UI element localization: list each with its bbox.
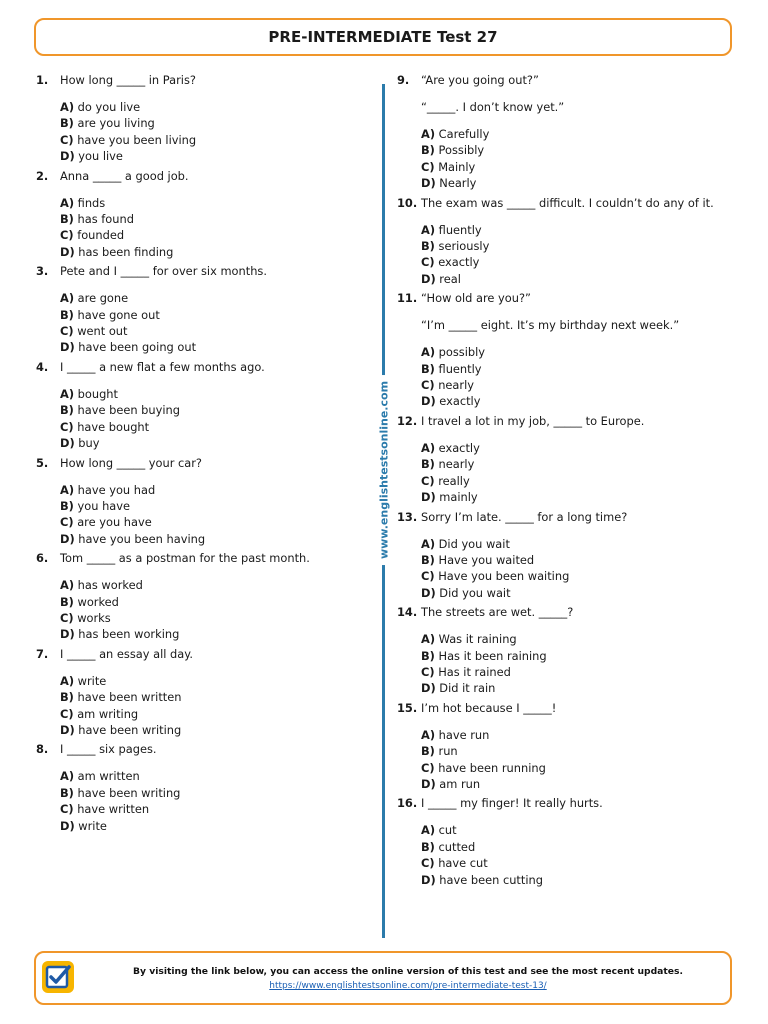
questions-right-column [397, 72, 742, 891]
question-number: 11. [397, 291, 418, 306]
option-letter: D) [421, 681, 436, 696]
option-letter: B) [421, 361, 435, 376]
option-text: Possibly [438, 143, 485, 158]
question-number [397, 317, 421, 333]
option-letter: C) [60, 706, 74, 721]
answer-option[interactable] [397, 776, 742, 792]
option-text: have been writing [78, 722, 182, 737]
option-text: are you have [77, 515, 152, 530]
question-text: I travel a lot in my job, _____ to Europe. [421, 413, 645, 428]
option-text: Have you waited [438, 552, 535, 567]
option-letter: C) [60, 419, 74, 434]
option-text: went out [77, 324, 128, 339]
option-letter: A) [421, 345, 436, 360]
option-letter: D) [60, 627, 75, 642]
option-text: Have you been waiting [438, 569, 570, 584]
option-letter: C) [60, 324, 74, 339]
answer-option[interactable] [36, 594, 366, 610]
option-letter: C) [60, 610, 74, 625]
question-text: I _____ my finger! It really hurts. [421, 796, 603, 811]
option-text: am written [77, 769, 140, 784]
question-number: 10. [397, 195, 418, 210]
answer-option[interactable] [397, 361, 742, 377]
question-line [397, 317, 742, 333]
footer-box [34, 951, 732, 1005]
question-number: 3. [36, 264, 49, 279]
option-letter: B) [421, 648, 435, 663]
option-text: worked [77, 594, 119, 609]
question-number: 16. [397, 796, 418, 811]
question-item [397, 700, 742, 796]
option-letter: B) [421, 839, 435, 854]
option-text: have been buying [77, 403, 180, 418]
answer-option[interactable] [36, 435, 366, 451]
question-line [36, 455, 366, 471]
option-letter: B) [421, 744, 435, 759]
answer-option[interactable] [397, 175, 742, 191]
question-text: “How old are you?” [421, 291, 531, 306]
question-line [397, 509, 742, 525]
question-line [397, 795, 742, 811]
option-text: have cut [438, 856, 488, 871]
option-letter: A) [421, 440, 436, 455]
answer-option[interactable] [36, 290, 366, 306]
option-text: Was it raining [438, 632, 517, 647]
option-text: exactly [438, 440, 480, 455]
option-text: has worked [77, 578, 143, 593]
option-text: really [438, 473, 470, 488]
option-text: cut [438, 823, 457, 838]
option-letter: A) [421, 127, 436, 141]
question-item [397, 795, 742, 891]
question-item [36, 741, 366, 837]
question-line [397, 290, 742, 306]
option-text: have been writing [77, 785, 181, 800]
option-letter: B) [421, 457, 435, 472]
question-number: 5. [36, 455, 49, 470]
question-text: I _____ an essay all day. [60, 646, 193, 661]
question-number: 9. [397, 73, 410, 87]
option-text: have you had [77, 482, 156, 497]
answer-option[interactable] [397, 585, 742, 601]
question-item [397, 413, 742, 509]
question-item [36, 263, 366, 359]
option-text: exactly [438, 255, 480, 270]
option-letter: B) [60, 307, 74, 322]
option-text: have run [438, 727, 490, 742]
option-text: finds [77, 195, 106, 210]
option-letter: D) [60, 244, 75, 259]
option-text: fluently [438, 361, 482, 376]
answer-option[interactable] [36, 99, 366, 115]
question-line [397, 700, 742, 716]
answer-option[interactable] [36, 610, 366, 626]
answer-option[interactable] [397, 456, 742, 472]
option-text: are you living [77, 116, 155, 131]
question-text: “_____. I don’t know yet.” [421, 100, 565, 114]
question-text: Anna _____ a good job. [60, 168, 189, 183]
answer-option[interactable] [36, 195, 366, 211]
question-line [397, 413, 742, 429]
answer-option[interactable] [36, 402, 366, 418]
option-letter: D) [60, 149, 75, 164]
option-text: bought [77, 386, 118, 401]
answer-option[interactable] [397, 238, 742, 254]
question-number: 15. [397, 700, 418, 715]
answer-option[interactable] [36, 818, 366, 834]
answer-option[interactable] [36, 577, 366, 593]
option-letter: C) [421, 473, 435, 488]
answer-option[interactable] [36, 498, 366, 514]
option-letter: B) [60, 498, 74, 513]
option-text: Mainly [438, 159, 476, 174]
option-letter: D) [421, 394, 436, 409]
answer-option[interactable] [397, 377, 742, 393]
question-item [36, 455, 366, 551]
questions-left-column [36, 72, 366, 837]
answer-option[interactable] [36, 785, 366, 801]
question-line [36, 263, 366, 279]
option-letter: D) [60, 340, 75, 355]
option-letter: C) [421, 569, 435, 584]
option-letter: A) [60, 769, 75, 784]
option-text: Nearly [439, 176, 477, 191]
answer-option[interactable] [397, 344, 742, 360]
answer-option[interactable] [36, 148, 366, 164]
answer-option[interactable] [397, 393, 742, 409]
question-number: 8. [36, 742, 49, 757]
option-text: Has it been raining [438, 648, 547, 663]
option-text: seriously [438, 239, 490, 254]
option-letter: C) [60, 802, 74, 817]
answer-option[interactable] [36, 244, 366, 260]
answer-option[interactable] [36, 801, 366, 817]
question-number: 2. [36, 168, 49, 183]
option-text: founded [77, 228, 125, 243]
option-text: have been cutting [439, 872, 543, 887]
option-letter: C) [60, 515, 74, 530]
option-letter: A) [421, 823, 436, 838]
answer-option[interactable] [397, 473, 742, 489]
option-text: you live [78, 149, 123, 164]
option-letter: A) [60, 291, 75, 306]
option-text: mainly [439, 490, 478, 505]
question-number: 7. [36, 646, 49, 661]
answer-option[interactable] [397, 743, 742, 759]
option-letter: B) [421, 552, 435, 567]
option-letter: D) [421, 176, 436, 191]
question-line [36, 646, 366, 662]
question-text: I’m hot because I _____! [421, 700, 557, 715]
title-box [34, 18, 732, 56]
answer-option[interactable] [36, 307, 366, 323]
answer-option[interactable] [397, 568, 742, 584]
page-title: PRE-INTERMEDIATE Test 27 [268, 28, 498, 46]
option-letter: C) [421, 664, 435, 679]
option-text: Carefully [438, 127, 490, 141]
question-item [397, 509, 742, 605]
option-text: buy [78, 436, 100, 451]
answer-option[interactable] [36, 386, 366, 402]
answer-option[interactable] [397, 552, 742, 568]
answer-option[interactable] [397, 222, 742, 238]
option-letter: A) [421, 222, 436, 237]
answer-option[interactable] [397, 126, 742, 142]
answer-option[interactable] [397, 440, 742, 456]
answer-option[interactable] [397, 536, 742, 552]
question-item [36, 646, 366, 742]
option-text: write [78, 818, 107, 833]
checkbox-check-icon [42, 961, 74, 993]
answer-option[interactable] [36, 514, 366, 530]
footer-text: By visiting the link below, you can access the online version of this test and see the most recent updates. [133, 966, 683, 977]
option-letter: D) [421, 585, 436, 600]
option-letter: D) [421, 872, 436, 887]
option-letter: A) [421, 536, 436, 551]
option-letter: D) [421, 490, 436, 505]
option-letter: A) [60, 578, 75, 593]
option-letter: B) [60, 785, 74, 800]
option-letter: D) [421, 271, 436, 286]
option-letter: C) [421, 760, 435, 775]
option-letter: A) [60, 195, 75, 210]
option-text: run [438, 744, 458, 759]
option-text: has been working [78, 627, 180, 642]
question-line [36, 741, 366, 757]
question-text: “I’m _____ eight. It’s my birthday next week.” [421, 318, 680, 333]
option-letter: D) [60, 436, 75, 451]
question-number: 12. [397, 413, 418, 428]
answer-option[interactable] [36, 211, 366, 227]
answer-option[interactable] [397, 159, 742, 175]
option-letter: A) [60, 482, 75, 497]
question-line [36, 550, 366, 566]
option-letter: B) [60, 116, 74, 131]
option-text: write [77, 673, 107, 688]
option-text: have been going out [78, 340, 197, 355]
answer-option[interactable] [36, 626, 366, 642]
option-text: have you been living [77, 132, 197, 147]
answer-option[interactable] [397, 855, 742, 871]
answer-option[interactable] [36, 323, 366, 339]
answer-option[interactable] [36, 689, 366, 705]
site-watermark: www.englishtestsonline.com [375, 375, 394, 565]
option-text: am run [439, 776, 481, 791]
option-text: am writing [77, 706, 139, 721]
answer-option[interactable] [397, 142, 742, 158]
question-text: Sorry I’m late. _____ for a long time? [421, 509, 628, 524]
answer-option[interactable] [36, 227, 366, 243]
question-line [36, 168, 366, 184]
question-item [36, 168, 366, 264]
question-item [397, 72, 742, 195]
answer-option[interactable] [397, 727, 742, 743]
option-letter: D) [60, 531, 75, 546]
question-text: The streets are wet. _____? [421, 605, 574, 620]
option-text: have you been having [78, 531, 206, 546]
option-text: cutted [438, 839, 476, 854]
option-letter: D) [60, 818, 75, 833]
option-text: exactly [439, 394, 481, 409]
answer-option[interactable] [397, 664, 742, 680]
option-letter: B) [421, 143, 435, 158]
question-number: 4. [36, 359, 49, 374]
answer-option[interactable] [36, 339, 366, 355]
option-letter: C) [421, 378, 435, 393]
question-line [397, 195, 742, 211]
option-letter: A) [421, 727, 436, 742]
option-letter: C) [60, 132, 74, 147]
question-line [397, 604, 742, 620]
question-item [36, 72, 366, 168]
question-line [36, 359, 366, 375]
option-text: have been running [438, 760, 546, 775]
question-item [397, 290, 742, 413]
option-letter: B) [60, 212, 74, 227]
option-letter: B) [60, 690, 74, 705]
answer-option[interactable] [36, 115, 366, 131]
question-item [397, 604, 742, 700]
question-text: Pete and I _____ for over six months. [60, 264, 267, 279]
answer-option[interactable] [36, 531, 366, 547]
option-letter: B) [60, 403, 74, 418]
question-item [397, 195, 742, 291]
option-letter: B) [421, 239, 435, 254]
option-text: works [77, 610, 111, 625]
option-letter: C) [60, 228, 74, 243]
option-text: has found [77, 212, 134, 227]
option-letter: D) [421, 776, 436, 791]
option-letter: C) [421, 255, 435, 270]
question-line [397, 72, 742, 88]
answer-option[interactable] [36, 722, 366, 738]
option-text: nearly [438, 457, 475, 472]
question-text: I _____ a new flat a few months ago. [60, 359, 265, 374]
question-number: 6. [36, 551, 49, 566]
question-line [397, 99, 742, 115]
option-text: has been finding [78, 244, 174, 259]
answer-option[interactable] [397, 489, 742, 505]
question-number: 14. [397, 605, 418, 620]
answer-option[interactable] [397, 760, 742, 776]
answer-option[interactable] [397, 680, 742, 696]
option-text: fluently [438, 222, 482, 237]
option-letter: C) [421, 159, 435, 174]
option-text: Did you wait [439, 585, 511, 600]
option-text: nearly [438, 378, 474, 393]
option-letter: A) [60, 100, 75, 114]
question-text: “Are you going out?” [421, 73, 539, 87]
answer-option[interactable] [397, 839, 742, 855]
answer-option[interactable] [397, 271, 742, 287]
question-item [36, 359, 366, 455]
answer-option[interactable] [397, 631, 742, 647]
answer-option[interactable] [36, 673, 366, 689]
option-text: have bought [77, 419, 150, 434]
option-text: possibly [438, 345, 486, 360]
question-text: How long _____ in Paris? [60, 73, 196, 87]
option-text: are gone [77, 291, 129, 306]
option-letter: C) [421, 856, 435, 871]
option-text: Did you wait [438, 536, 510, 551]
option-letter: A) [60, 673, 75, 688]
option-text: do you live [77, 100, 141, 114]
answer-option[interactable] [36, 706, 366, 722]
answer-option[interactable] [397, 648, 742, 664]
question-text: Tom _____ as a postman for the past month. [60, 551, 310, 566]
option-text: have been written [77, 690, 182, 705]
answer-option[interactable] [36, 419, 366, 435]
answer-option[interactable] [397, 872, 742, 888]
question-line [36, 72, 366, 88]
question-number [397, 99, 421, 115]
option-letter: D) [60, 722, 75, 737]
option-text: you have [77, 498, 131, 513]
answer-option[interactable] [36, 132, 366, 148]
option-letter: A) [60, 386, 75, 401]
option-text: have written [77, 802, 150, 817]
option-text: have gone out [77, 307, 160, 322]
option-letter: B) [60, 594, 74, 609]
option-text: Has it rained [438, 664, 511, 679]
question-number: 1. [36, 73, 49, 87]
question-text: The exam was _____ difficult. I couldn’t do any of it. [421, 195, 714, 210]
option-letter: A) [421, 632, 436, 647]
question-text: How long _____ your car? [60, 455, 202, 470]
footer-link[interactable]: https://www.englishtestsonline.com/pre-intermediate-test-13/ [269, 981, 547, 991]
answer-option[interactable] [36, 768, 366, 784]
option-text: real [439, 271, 461, 286]
answer-option[interactable] [397, 254, 742, 270]
question-text: I _____ six pages. [60, 742, 157, 757]
question-number: 13. [397, 509, 418, 524]
option-text: Did it rain [439, 681, 496, 696]
question-item [36, 550, 366, 646]
answer-option[interactable] [36, 482, 366, 498]
answer-option[interactable] [397, 822, 742, 838]
